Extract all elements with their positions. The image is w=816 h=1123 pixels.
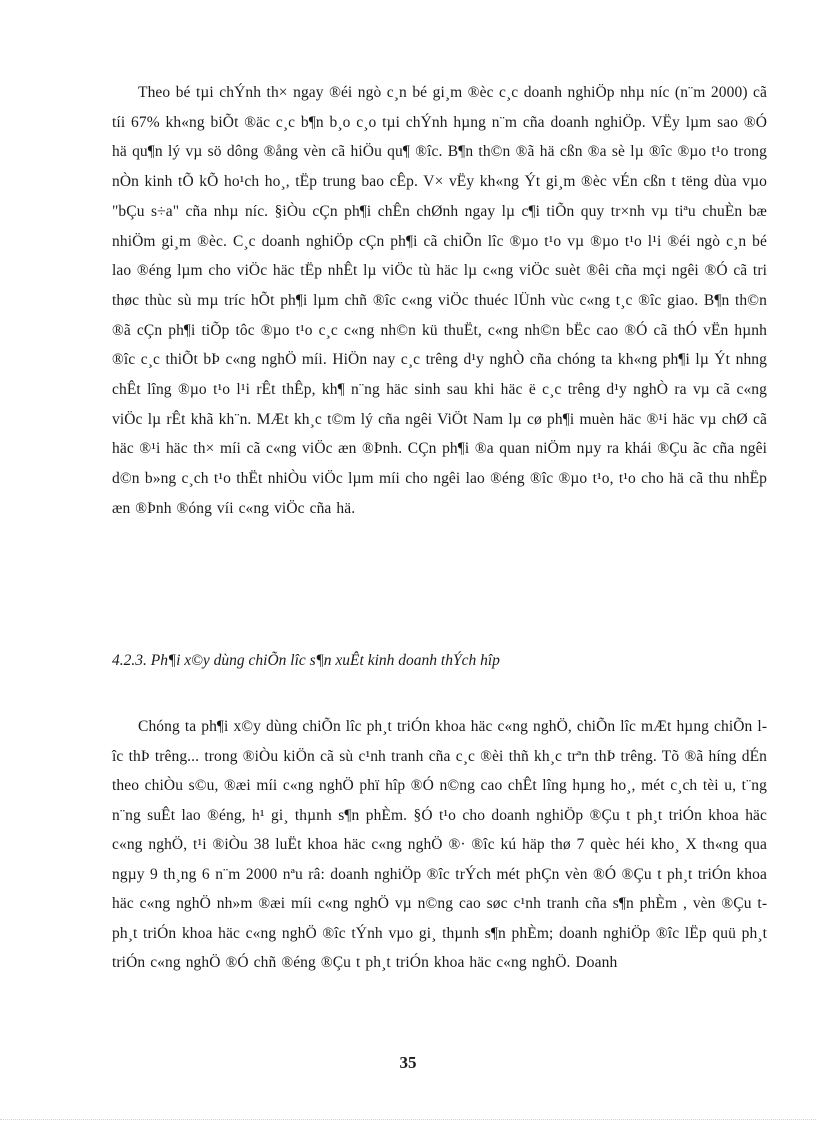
section-heading: 4.2.3. Ph¶i x©y dùng chiÕn lîc s¶n xuÊt kinh doanh thÝch hîp xyxy=(112,652,500,669)
page-bottom-divider xyxy=(0,1119,816,1120)
page-number: 35 xyxy=(399,1053,417,1072)
body-paragraph-2: Chóng ta ph¶i x©y dùng chiÕn lîc ph¸t triÓn khoa häc c«ng nghÖ, chiÕn lîc mÆt hµng chiÕn lîc thÞ trêng... trong ®iÒu kiÖn cã sù c¹nh tranh cña c¸c ®èi thñ kh¸c trªn thÞ trêng. Tõ ®ã híng dÉn theo chiÒu s©u, ®æi míi c«ng nghÖ phï hîp ®Ó n©ng cao chÊt lîng hµng ho¸, mét c¸ch tèi u, t¨ng n¨ng suÊt lao ®éng, h¹ gi¸ thµnh s¶n phÈm. §Ó t¹o cho doanh nghiÖp ®Çu t ph¸t triÓn khoa häc c«ng nghÖ, t¹i ®iÒu 38 luËt khoa häc c«ng nghÖ ®· ®îc kú häp thø 7 quèc héi kho¸ X th«ng qua ngµy 9 th¸ng 6 n¨m 2000 nªu râ: doanh nghiÖp ®îc trÝch mét phÇn vèn ®Ó ®Çu t ph¸t triÓn khoa häc c«ng nghÖ nh»m ®æi míi c«ng nghÖ vµ n©ng cao søc c¹nh tranh cña s¶n phÈm , vèn ®Çu t ph¸t triÓn khoa häc c«ng nghÖ ®îc tÝnh vµo gi¸ thµnh s¶n phÈm; doanh nghiÖp ®îc lËp quü ph¸t triÓn c«ng nghÖ ®Ó chñ ®éng ®Çu t ph¸t triÓn khoa häc c«ng nghÖ. Doanh xyxy=(112,718,767,971)
body-paragraph-1: Theo bé tµi chÝnh th× ngay ®éi ngò c¸n bé gi¸m ®èc c¸c doanh nghiÖp nhµ níc (n¨m 2000) cã tíi 67% kh«ng biÕt ®äc c¸c b¶n b¸o c¸o tµi chÝnh hµng n¨m cña doanh nghiÖp. VËy lµm sao ®Ó hä qu¶n lý vµ sö dông ®ång vèn cã hiÖu qu¶ ®îc. B¶n th©n ®ã hä cßn ®a sè lµ ®îc ®µo t¹o trong nÒn kinh tÕ kÕ ho¹ch ho¸, tËp trung bao cÊp. V× vËy kh«ng Ýt gi¸m ®èc vÉn cßn t tëng dùa vµo "bÇu s÷a" cña nhµ níc. §iÒu cÇn ph¶i chÊn chØnh ngay lµ c¶i tiÕn quy tr×nh vµ tiªu chuÈn bæ nhiÖm gi¸m ®èc. C¸c doanh nghiÖp cÇn ph¶i cã chiÕn lîc ®µo t¹o vµ ®µo t¹o l¹i ®éi ngò c¸n bé lao ®éng lµm cho viÖc häc tËp nhÊt lµ viÖc tù häc lµ c«ng viÖc suèt ®êi cña mçi ngêi ®Ó cã tri thøc thùc sù mµ tríc hÕt ph¶i lµm chñ ®îc c«ng viÖc thuéc lÜnh vùc c«ng t¸c ®îc giao. B¶n th©n ®ã cÇn ph¶i tiÕp tôc ®µo t¹o c¸c c«ng nh©n kü thuËt, c«ng nh©n bËc cao ®Ó cã thÓ vËn hµnh ®îc c¸c thiÕt bÞ c«ng nghÖ míi. HiÖn nay c¸c trêng d¹y nghÒ cña chóng ta kh«ng ph¶i lµ Ýt nhng chÊt lîng ®µo t¹o l¹i rÊt thÊp, kh¶ n¨ng häc sinh sau khi häc ë c¸c trêng d¹y nghÒ ra vµ cã c«ng viÖc lµ rÊt khã kh¨n. MÆt kh¸c t©m lý cña ngêi ViÖt Nam lµ cø ph¶i muèn häc ®¹i häc vµ chØ cã häc ®¹i häc th× míi cã c«ng viÖc æn ®Þnh. CÇn ph¶i ®a quan niÖm nµy ra khái ®Çu ãc cña ngêi d©n b»ng c¸ch t¹o thËt nhiÒu viÖc lµm míi cho ngêi lao ®éng ®îc ®µo t¹o, t¹o cho hä cã thu nhËp æn ®Þnh ®óng víi c«ng viÖc cña hä. xyxy=(112,84,767,517)
